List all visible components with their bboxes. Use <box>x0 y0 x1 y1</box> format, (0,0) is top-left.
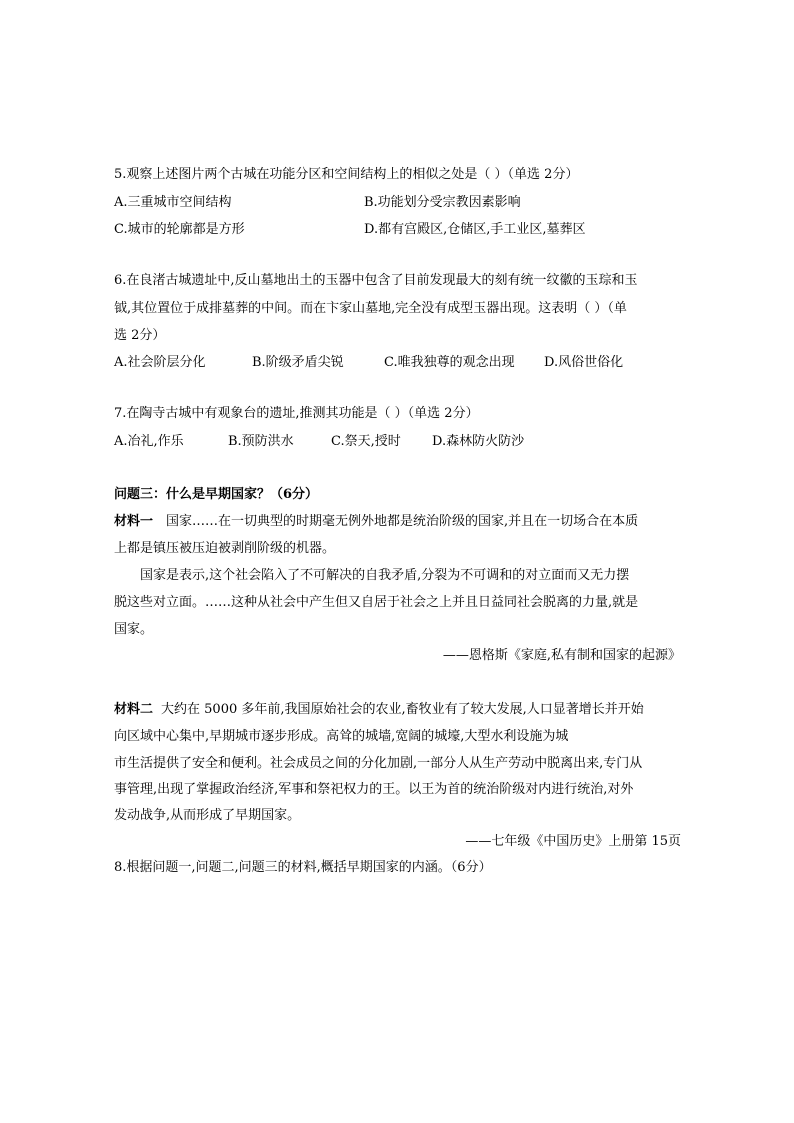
q7-option-b: B.预防洪水 <box>228 434 294 449</box>
material2-line-1 <box>114 702 644 718</box>
material1-line-3: 国家是表示,这个社会陷入了不可解决的自我矛盾,分裂为不可调和的对立面而又无力摆 <box>140 568 630 583</box>
material2-label: 材料二 <box>114 702 154 717</box>
q5-stem: 5.观察上述图片两个古城在功能分区和空间结构上的相似之处是（ ）（单选 2分） <box>114 167 579 182</box>
q5-option-a: A.三重城市空间结构 <box>114 195 232 210</box>
q6-stem-line-1: 6.在良渚古城遗址中,反山墓地出土的玉器中包含了目前发现最大的刻有统一纹徽的玉琮和玉 <box>114 273 638 288</box>
q6-option-a: A.社会阶层分化 <box>114 355 206 370</box>
q7-stem: 7.在陶寺古城中有观象台的遗址,推测其功能是（ ）（单选 2分） <box>114 406 479 421</box>
q7-option-c: C.祭天,授时 <box>331 434 401 449</box>
q6-option-d: D.风俗世俗化 <box>544 355 624 370</box>
material1-text-1: 国家……在一切典型的时期毫无例外地都是统治阶级的国家,并且在一切场合在本质 <box>166 514 639 529</box>
q5-option-b: B.功能划分受宗教因素影响 <box>364 195 521 210</box>
material1-source: ——恩格斯《家庭,私有制和国家的起源》 <box>442 648 681 663</box>
q8-stem: 8.根据问题一,问题二,问题三的材料,概括早期国家的内涵。（6分） <box>114 860 492 875</box>
material1-line-4: 脱这些对立面。……这种从社会中产生但又自居于社会之上并且日益同社会脱离的力量,就是 <box>114 595 639 610</box>
q5-option-c: C.城市的轮廓都是方形 <box>114 222 245 237</box>
q7-option-a: A.冶礼,作乐 <box>114 434 184 449</box>
material1-line-5: 国家。 <box>114 622 154 637</box>
material1-label: 材料一 <box>114 514 154 529</box>
q6-option-c: C.唯我独尊的观念出现 <box>384 355 515 370</box>
material2-line-5: 发动战争,从而形成了早期国家。 <box>114 808 301 823</box>
material2-line-2: 向区域中心集中,早期城市逐步形成。高耸的城墙,宽阔的城壕,大型水利设施为城 <box>114 729 569 744</box>
material1-line-1 <box>114 514 638 530</box>
q6-stem-line-3: 选 2分） <box>114 328 166 343</box>
material2-text-1: 大约在 5000 多年前,我国原始社会的农业,畜牧业有了较大发展,人口显著增长并开始 <box>161 702 644 717</box>
q6-option-b: B.阶级矛盾尖锐 <box>252 355 344 370</box>
q6-stem-line-2: 钺,其位置位于成排墓葬的中间。而在卞家山墓地,完全没有成型玉器出现。这表明（ ）（单 <box>114 301 627 316</box>
material2-source: ——七年级《中国历史》上册第 15页 <box>465 834 681 849</box>
problem3-title: 问题三：什么是早期国家？（6分） <box>114 487 319 502</box>
material2-line-3: 市生活提供了安全和便利。社会成员之间的分化加剧,一部分人从生产劳动中脱离出来,专门从 <box>114 756 643 771</box>
q5-option-d: D.都有宫殿区,仓储区,手工业区,墓葬区 <box>364 222 586 237</box>
material1-line-2: 上都是镇压被压迫被剥削阶级的机器。 <box>114 541 336 556</box>
material2-line-4: 事管理,出现了掌握政治经济,军事和祭祀权力的王。以王为首的统治阶级对内进行统治,对外 <box>114 782 634 797</box>
q7-option-d: D.森林防火防沙 <box>432 434 525 449</box>
